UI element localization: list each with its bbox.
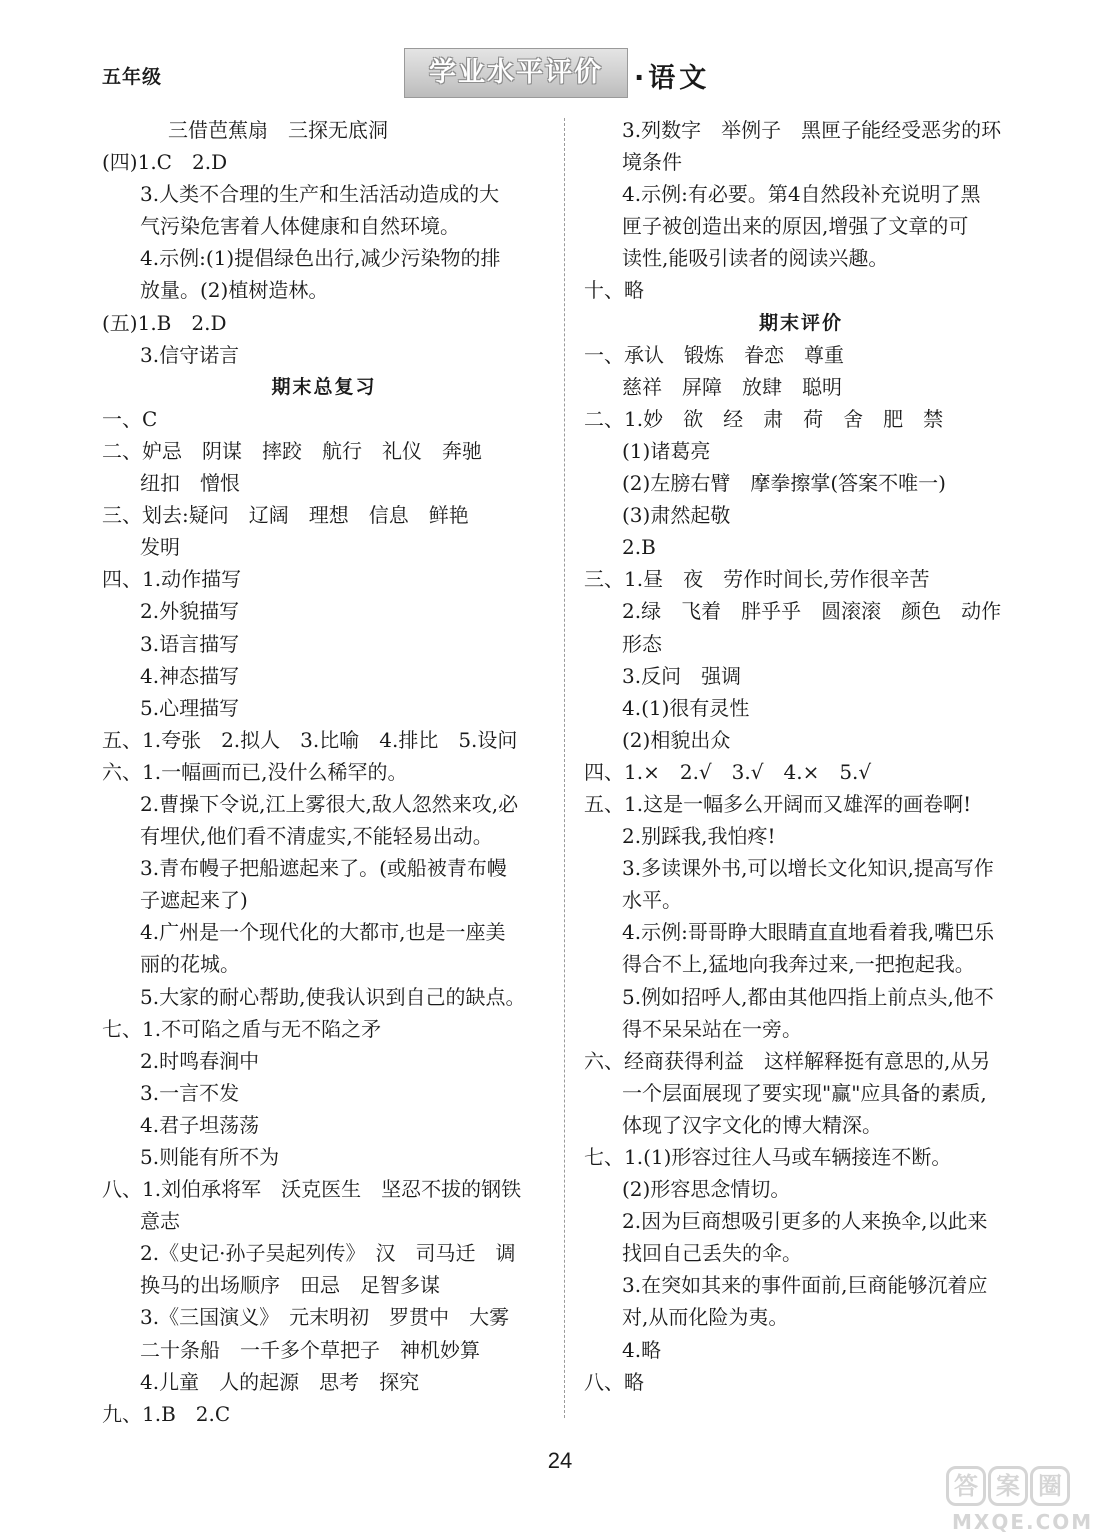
answer-line: 得不呆呆站在一旁。 <box>622 1016 802 1041</box>
answer-line: 三、1.昼 夜 劳作时间长,劳作很辛苦 <box>584 567 930 592</box>
page-number: 24 <box>547 1448 573 1473</box>
answer-line: 5.则能有所不为 <box>140 1145 280 1169</box>
answer-line: (2)形容思念情切。 <box>622 1177 791 1202</box>
answer-line: 体现了汉字文化的博大精深。 <box>622 1112 882 1137</box>
answer-line: 3.多读课外书,可以增长文化知识,提高写作 <box>622 856 994 881</box>
answer-line: 三、划去:疑问 辽阔 理想 信息 鲜艳 <box>102 503 469 528</box>
answer-line: 2.B <box>622 535 656 560</box>
answer-line: 一、C <box>102 406 158 431</box>
left-answer-column <box>102 114 546 1430</box>
answer-line: 发明 <box>140 535 180 560</box>
answer-line: (五)1.B 2.D <box>102 310 227 335</box>
section-heading: 期末评价 <box>758 311 843 334</box>
answer-line: 找回自己丢失的伞。 <box>622 1241 802 1266</box>
answer-line: 十、略 <box>584 278 644 303</box>
answer-line: 八、1.刘伯承将军 沃克医生 坚忍不拔的钢铁 <box>102 1177 522 1202</box>
watermark-glyph: 案 <box>988 1466 1028 1506</box>
answer-line: 六、1.一幅画而已,没什么稀罕的。 <box>102 759 408 784</box>
answer-line: 水平。 <box>622 888 682 913</box>
answer-line: 2.时鸣春涧中 <box>140 1048 260 1073</box>
answer-line: 九、1.B 2.C <box>102 1401 231 1426</box>
answer-line: 3.在突如其来的事件面前,巨商能够沉着应 <box>622 1273 988 1298</box>
answer-line: 4.(1)很有灵性 <box>622 695 750 720</box>
answer-line: (2)相貌出众 <box>622 727 731 752</box>
answer-line: 一个层面展现了要实现"赢"应具备的素质, <box>622 1080 987 1105</box>
answer-line: 子遮起来了) <box>140 888 248 913</box>
answer-line: 3.一言不发 <box>140 1080 240 1105</box>
answer-line: 2.曹操下令说,江上雾很大,敌人忽然来攻,必 <box>140 791 519 816</box>
answer-line: 2.外貌描写 <box>140 599 240 624</box>
watermark-glyph: 答 <box>946 1466 986 1506</box>
answer-line: 二十条船 一千多个草把子 神机妙算 <box>140 1337 480 1362</box>
answer-line: 六、经商获得利益 这样解释挺有意思的,从另 <box>584 1048 991 1073</box>
answer-line: 二、1.妙 欲 经 肃 荷 舍 肥 禁 <box>584 406 944 431</box>
answer-line: 4.神态描写 <box>140 663 240 688</box>
answer-line: 2.因为巨商想吸引更多的人来换伞,以此来 <box>622 1209 988 1234</box>
answer-line: 2.《史记·孙子吴起列传》 汉 司马迁 调 <box>140 1241 516 1266</box>
answer-line: (2)左膀右臂 摩拳擦掌(答案不唯一) <box>622 471 946 496</box>
answer-line: 3.《三国演义》 元末明初 罗贯中 大雾 <box>140 1305 510 1330</box>
answer-line: 慈祥 屏障 放肆 聪明 <box>622 374 842 399</box>
section-heading: 期末总复习 <box>271 375 377 398</box>
answer-line: 形态 <box>622 631 662 656</box>
watermark-url: MXQE.COM <box>952 1510 1094 1534</box>
watermark-glyph: 圈 <box>1030 1466 1070 1506</box>
answer-line: 七、1.不可陷之盾与无不陷之矛 <box>102 1016 382 1041</box>
answer-line: 5.大家的耐心帮助,使我认识到自己的缺点。 <box>140 984 526 1009</box>
answer-line: 二、妒忌 阴谋 摔跤 航行 礼仪 奔驰 <box>102 438 482 463</box>
answer-line: 境条件 <box>622 150 682 175</box>
watermark-logo <box>946 1466 1116 1506</box>
answer-line: (四)1.C 2.D <box>102 150 228 175</box>
grade-label: 五年级 <box>102 66 163 88</box>
answer-line: 四、1.动作描写 <box>102 567 242 592</box>
answer-line: 3.信守诺言 <box>140 342 240 367</box>
page-header <box>0 0 1120 108</box>
answer-line: 读性,能吸引读者的阅读兴趣。 <box>622 246 889 271</box>
site-watermark <box>946 1466 1116 1532</box>
answer-line: 八、略 <box>584 1369 644 1394</box>
answer-line: 4.广州是一个现代化的大都市,也是一座美 <box>140 920 506 945</box>
answer-line: 气污染危害着人体健康和自然环境。 <box>140 214 460 239</box>
answer-line: 3.人类不合理的生产和生活活动造成的大 <box>140 182 500 207</box>
answer-line: 一、承认 锻炼 眷恋 尊重 <box>584 342 844 367</box>
series-brand-banner: 学业水平评价 <box>404 48 628 98</box>
right-answer-column <box>584 114 1018 1398</box>
answer-line: 五、1.这是一幅多么开阔而又雄浑的画卷啊! <box>584 791 972 816</box>
answer-line: 4.示例:哥哥睁大眼睛直直地看着我,嘴巴乐 <box>622 920 995 945</box>
answer-line: 有埋伏,他们看不清虚实,不能轻易出动。 <box>140 824 493 849</box>
answer-line: 三借芭蕉扇 三探无底洞 <box>168 118 388 142</box>
answer-line: 4.儿童 人的起源 思考 探究 <box>140 1369 420 1394</box>
answer-line: 对,从而化险为夷。 <box>622 1305 789 1330</box>
answer-line: (1)诸葛亮 <box>622 438 711 463</box>
answer-line: 2.别踩我,我怕疼! <box>622 824 776 849</box>
answer-line: 5.例如招呼人,都由其他四指上前点头,他不 <box>622 984 994 1009</box>
answer-line: 3.语言描写 <box>140 631 240 656</box>
subject-label: ·语文 <box>634 63 711 94</box>
answer-line: 得合不上,猛地向我奔过来,一把抱起我。 <box>622 952 975 977</box>
answer-line: 4.示例:(1)提倡绿色出行,减少污染物的排 <box>140 246 501 271</box>
answer-line: 4.略 <box>622 1337 662 1362</box>
answer-line: 丽的花城。 <box>140 952 240 977</box>
answer-line: 放量。(2)植树造林。 <box>140 278 329 303</box>
answer-line: 4.君子坦荡荡 <box>140 1112 260 1137</box>
answer-line: 四、1.× 2.√ 3.√ 4.× 5.√ <box>584 759 872 784</box>
answer-line: 4.示例:有必要。第4自然段补充说明了黑 <box>622 182 981 207</box>
answer-line: 意志 <box>140 1209 180 1234</box>
answer-line: 匣子被创造出来的原因,增强了文章的可 <box>622 214 969 239</box>
answer-line: 2.绿 飞着 胖乎乎 圆滚滚 颜色 动作 <box>622 599 1002 624</box>
answer-line: 换马的出场顺序 田忌 足智多谋 <box>140 1273 440 1298</box>
answer-line: 3.列数字 举例子 黑匣子能经受恶劣的环 <box>622 118 1002 142</box>
answer-line: (3)肃然起敬 <box>622 503 731 528</box>
answer-line: 3.反问 强调 <box>622 663 742 688</box>
answer-line: 5.心理描写 <box>140 695 240 720</box>
answer-line: 纽扣 憎恨 <box>140 471 240 496</box>
answer-line: 五、1.夸张 2.拟人 3.比喻 4.排比 5.设问 <box>102 727 518 752</box>
column-divider <box>564 118 565 1418</box>
answer-line: 七、1.(1)形容过往人马或车辆接连不断。 <box>584 1145 952 1169</box>
answer-line: 3.青布幔子把船遮起来了。(或船被青布幔 <box>140 856 507 881</box>
